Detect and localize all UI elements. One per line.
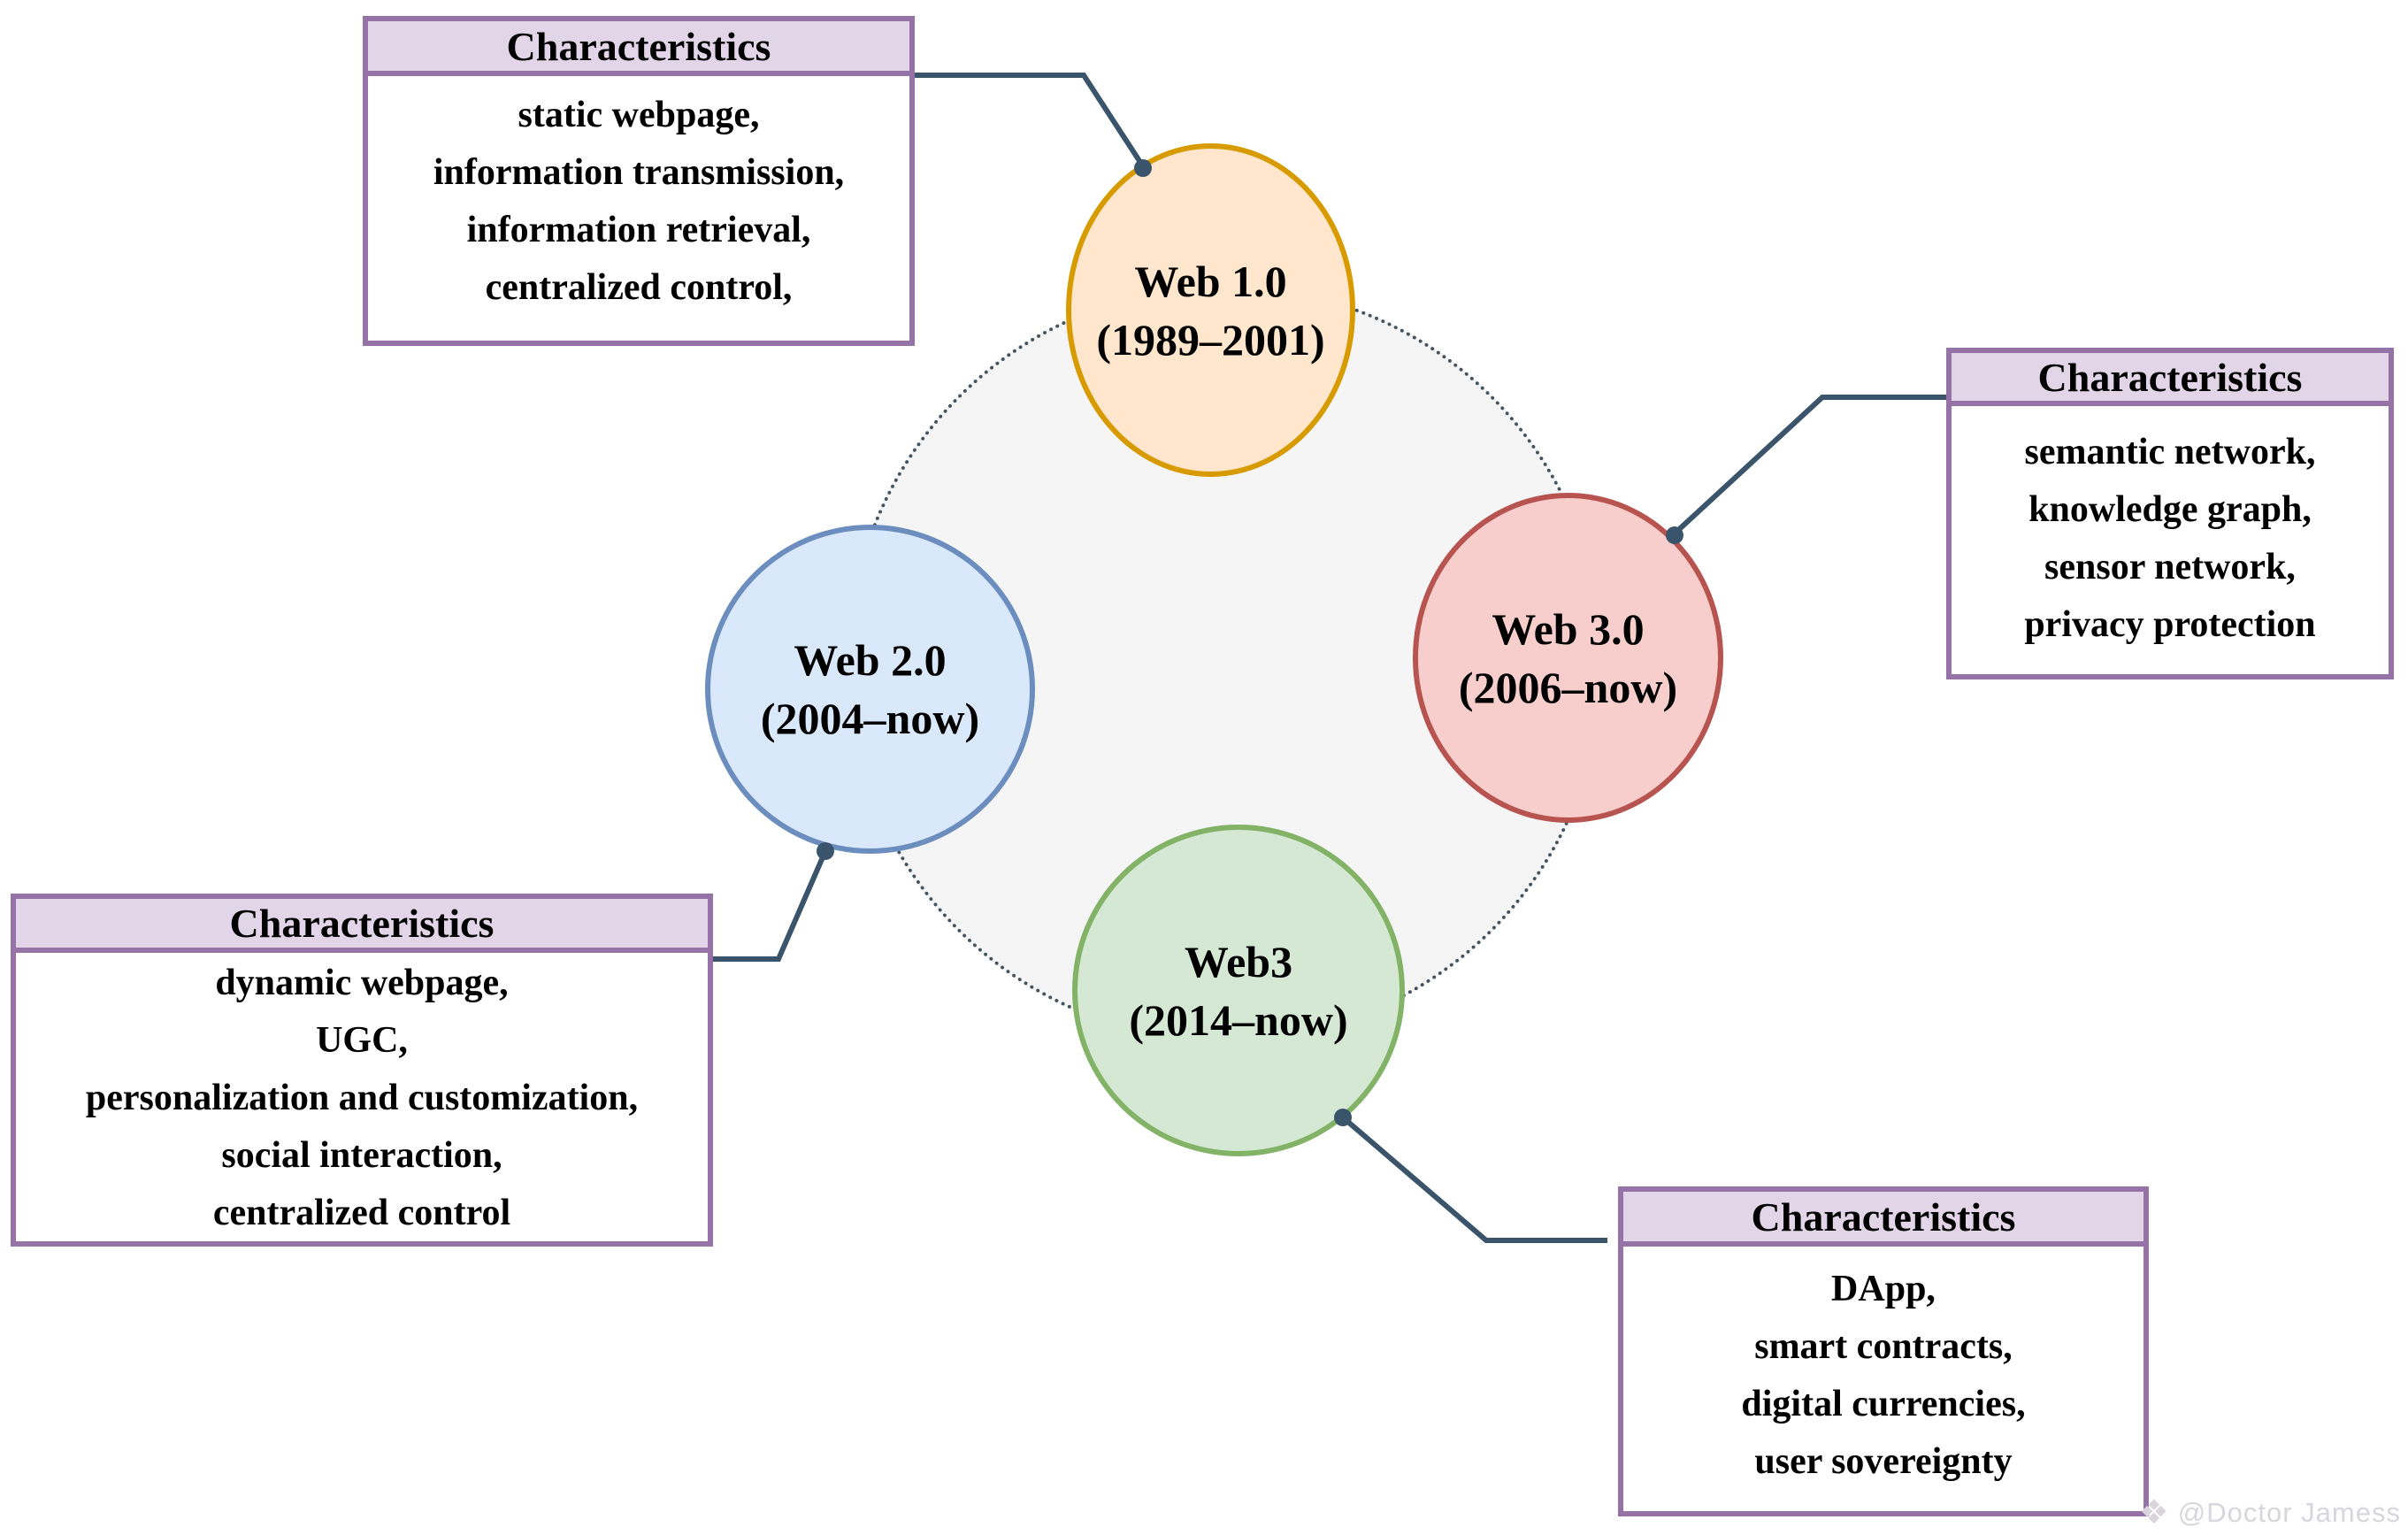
characteristic-item: static webpage, — [518, 95, 760, 135]
characteristic-item: personalization and customization, — [85, 1078, 639, 1118]
watermark — [2139, 1496, 2401, 1530]
node-web-3-0-period: (2006–now) — [1458, 662, 1678, 712]
node-web-2-0-title: Web 2.0 — [794, 635, 947, 685]
connector-endpoint-web3 — [1334, 1109, 1352, 1126]
characteristic-item: centralized control, — [485, 267, 793, 308]
characteristic-item: social interaction, — [221, 1135, 502, 1176]
characteristics-list — [1623, 1247, 2143, 1491]
characteristic-item: smart contracts, — [1754, 1326, 2013, 1367]
node-web-3-0-title: Web 3.0 — [1492, 603, 1645, 654]
characteristics-box-web-2-0 — [11, 894, 713, 1247]
characteristics-header: Characteristics — [1952, 353, 2389, 406]
characteristic-item: DApp, — [1831, 1269, 1936, 1309]
characteristics-header: Characteristics — [368, 21, 909, 76]
connector-web20 — [712, 851, 825, 959]
characteristic-item: dynamic webpage, — [215, 963, 509, 1003]
connector-web30 — [1675, 397, 1951, 533]
characteristics-box-web-1-0 — [363, 16, 915, 346]
watermark-text: @Doctor Jamess — [2177, 1497, 2401, 1528]
connector-endpoint-web20 — [817, 842, 834, 860]
connector-web3 — [1343, 1117, 1607, 1240]
node-web-1-0-period: (1989–2001) — [1096, 314, 1325, 365]
characteristic-item: user sovereignty — [1754, 1441, 2013, 1482]
characteristic-item: centralized control — [212, 1193, 511, 1233]
characteristics-list — [16, 953, 708, 1242]
characteristics-header: Characteristics — [1623, 1192, 2143, 1247]
connector-endpoint-web10 — [1134, 159, 1152, 177]
characteristic-item: privacy protection — [2024, 604, 2316, 645]
characteristics-box-web3 — [1618, 1186, 2149, 1516]
characteristic-item: UGC, — [316, 1020, 408, 1061]
connector-web10 — [914, 75, 1143, 166]
characteristic-item: information transmission, — [433, 152, 845, 193]
watermark-logo-icon: ❖ — [2138, 1494, 2169, 1531]
node-web-1-0-title: Web 1.0 — [1134, 256, 1287, 306]
node-web3-period: (2014–now) — [1129, 994, 1348, 1045]
characteristic-item: information retrieval, — [466, 210, 811, 250]
characteristic-item: digital currencies, — [1741, 1384, 2026, 1424]
node-web3-title: Web3 — [1184, 936, 1293, 986]
characteristic-item: sensor network, — [2044, 547, 2296, 587]
characteristics-header: Characteristics — [16, 899, 708, 953]
characteristic-item: semantic network, — [2024, 432, 2316, 472]
characteristics-box-web-3-0 — [1946, 348, 2394, 679]
characteristics-list — [1952, 406, 2389, 654]
node-web-2-0-period: (2004–now) — [760, 694, 980, 743]
characteristic-item: knowledge graph, — [2028, 489, 2312, 530]
characteristics-list — [368, 76, 909, 317]
connector-endpoint-web30 — [1666, 526, 1683, 544]
